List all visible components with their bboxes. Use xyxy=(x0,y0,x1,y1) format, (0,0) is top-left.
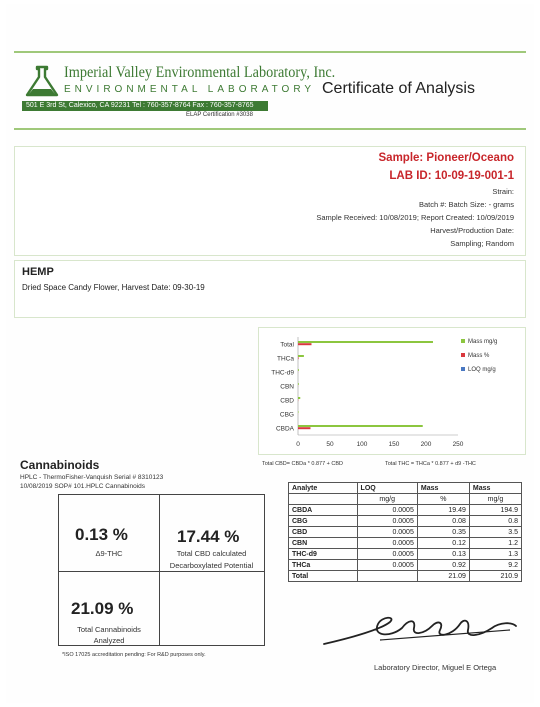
method-instrument: HPLC - ThermoFisher-Vanquish Serial # 8310123 xyxy=(20,474,164,481)
table-cell: 0.0005 xyxy=(357,505,417,516)
accreditation-note: *ISO 17025 accreditation pending: For R&D purposes only. xyxy=(62,652,206,658)
table-cell: 0.8 xyxy=(469,516,521,527)
cannabinoids-title: Cannabinoids xyxy=(20,458,100,472)
total-cannabinoids-label: Total Cannabinoids xyxy=(77,625,141,634)
flask-logo-icon xyxy=(24,64,60,98)
bar xyxy=(298,343,311,345)
table-cell: 1.3 xyxy=(469,549,521,560)
table-cell: 9.2 xyxy=(469,560,521,571)
table-header-row xyxy=(289,483,522,494)
legend-swatch xyxy=(461,367,465,371)
x-tick-label: 150 xyxy=(388,441,400,448)
bar xyxy=(298,425,423,427)
table-cell: Total xyxy=(289,571,358,582)
bar xyxy=(298,357,299,359)
strain: Strain: xyxy=(492,187,514,196)
cannabinoid-bar-chart xyxy=(258,327,524,453)
table-cell: 194.9 xyxy=(469,505,521,516)
table-cell: 210.9 xyxy=(469,571,521,582)
total-cbd-value: 17.44 % xyxy=(177,527,240,546)
table-header-cell: Mass xyxy=(417,483,469,494)
thc-label: Δ9-THC xyxy=(95,549,123,558)
category-label: Total xyxy=(280,341,294,349)
table-row xyxy=(289,505,522,516)
product-description: Dried Space Candy Flower, Harvest Date: 09-30-19 xyxy=(22,283,205,292)
table-cell: CBD xyxy=(289,527,358,538)
sampling-method: Sampling; Random xyxy=(450,239,514,248)
legend-label: Mass % xyxy=(468,353,490,359)
elap-certification: ELAP Certification #3038 xyxy=(186,112,253,118)
table-row xyxy=(289,560,522,571)
category-label: CBN xyxy=(280,383,294,391)
table-cell: CBN xyxy=(289,538,358,549)
lab-subtitle: ENVIRONMENTAL LABORATORY xyxy=(64,84,316,95)
category-label: THC-d9 xyxy=(271,369,294,377)
table-row xyxy=(289,527,522,538)
table-header-cell: Mass xyxy=(469,483,521,494)
category-label: CBG xyxy=(279,411,294,419)
bar xyxy=(298,341,433,343)
bar xyxy=(298,427,310,429)
x-tick-label: 200 xyxy=(420,441,432,448)
bar xyxy=(298,383,299,385)
bar xyxy=(298,411,299,413)
summary-box xyxy=(58,494,265,646)
legend-swatch xyxy=(461,353,465,357)
table-unit-cell: % xyxy=(417,494,469,505)
bar xyxy=(298,355,304,357)
x-tick-label: 50 xyxy=(326,441,334,448)
table-cell: THC-d9 xyxy=(289,549,358,560)
table-cell: 0.0005 xyxy=(357,560,417,571)
harvest-date: Harvest/Production Date: xyxy=(430,226,514,235)
table-row xyxy=(289,571,522,582)
legend-label: LOQ mg/g xyxy=(468,367,496,373)
total-cbd-sublabel: Decarboxylated Potential xyxy=(169,561,254,570)
header-bottom-rule xyxy=(14,128,526,130)
table-cell: 19.49 xyxy=(417,505,469,516)
table-header-cell: LOQ xyxy=(357,483,417,494)
total-cannabinoids-sublabel: Analyzed xyxy=(93,636,125,645)
method-sop: 10/08/2019 SOP# 101.HPLC Cannabinoids xyxy=(20,483,146,490)
table-unit-cell xyxy=(289,494,358,505)
x-tick-label: 250 xyxy=(452,441,464,448)
table-unit-cell: mg/g xyxy=(469,494,521,505)
total-cannabinoids-value: 21.09 % xyxy=(71,599,134,618)
x-tick-label: 0 xyxy=(296,441,300,448)
table-cell: 3.5 xyxy=(469,527,521,538)
table-row xyxy=(289,549,522,560)
table-cell: 0.35 xyxy=(417,527,469,538)
bar xyxy=(298,369,299,371)
document-title: Certificate of Analysis xyxy=(322,80,475,97)
legend-swatch xyxy=(461,339,465,343)
category-label: THCa xyxy=(277,355,294,363)
table-cell: CBDA xyxy=(289,505,358,516)
table-cell: 0.08 xyxy=(417,516,469,527)
table-cell: 0.0005 xyxy=(357,516,417,527)
thc-value: 0.13 % xyxy=(75,525,128,544)
table-cell: 0.0005 xyxy=(357,527,417,538)
table-cell: 0.13 xyxy=(417,549,469,560)
lab-id: LAB ID: 10-09-19-001-1 xyxy=(389,170,514,182)
table-row xyxy=(289,516,522,527)
table-row xyxy=(289,538,522,549)
category-label: CBD xyxy=(280,397,294,405)
table-cell: 0.12 xyxy=(417,538,469,549)
top-rule xyxy=(14,51,526,53)
table-cell: 0.92 xyxy=(417,560,469,571)
results-table xyxy=(288,482,522,582)
table-cell xyxy=(357,571,417,582)
table-cell: 0.0005 xyxy=(357,538,417,549)
received-date: Sample Received: 10/08/2019; Report Created: 10/09/2019 xyxy=(316,213,514,222)
lab-address: 501 E 3rd St, Calexico, CA 92231 Tel : 760-357-8764 Fax : 760-357-8765 xyxy=(22,101,268,111)
product-title: HEMP xyxy=(22,266,54,278)
director-name: Laboratory Director, Miguel E Ortega xyxy=(374,663,497,672)
total-thc-formula: Total THC = THCa * 0.877 + d9 -THC xyxy=(385,461,476,467)
total-cbd-formula: Total CBD= CBDa * 0.877 + CBD xyxy=(262,461,344,467)
legend-label: Mass mg/g xyxy=(468,339,498,345)
batch-info: Batch #: Batch Size: - grams xyxy=(418,200,514,209)
table-unit-row xyxy=(289,494,522,505)
total-cbd-label: Total CBD calculated xyxy=(176,549,247,558)
bar xyxy=(298,397,300,399)
table-cell: THCa xyxy=(289,560,358,571)
lab-name: Imperial Valley Environmental Laboratory, Inc. xyxy=(64,64,336,81)
x-tick-label: 100 xyxy=(356,441,368,448)
table-header-cell: Analyte xyxy=(289,483,358,494)
table-cell: 0.0005 xyxy=(357,549,417,560)
table-cell: 21.09 xyxy=(417,571,469,582)
table-cell: 1.2 xyxy=(469,538,521,549)
table-cell: CBG xyxy=(289,516,358,527)
table-unit-cell: mg/g xyxy=(357,494,417,505)
sample-name: Sample: Pioneer/Oceano xyxy=(378,152,514,164)
category-label: CBDA xyxy=(275,425,294,433)
director-signature xyxy=(320,608,520,652)
